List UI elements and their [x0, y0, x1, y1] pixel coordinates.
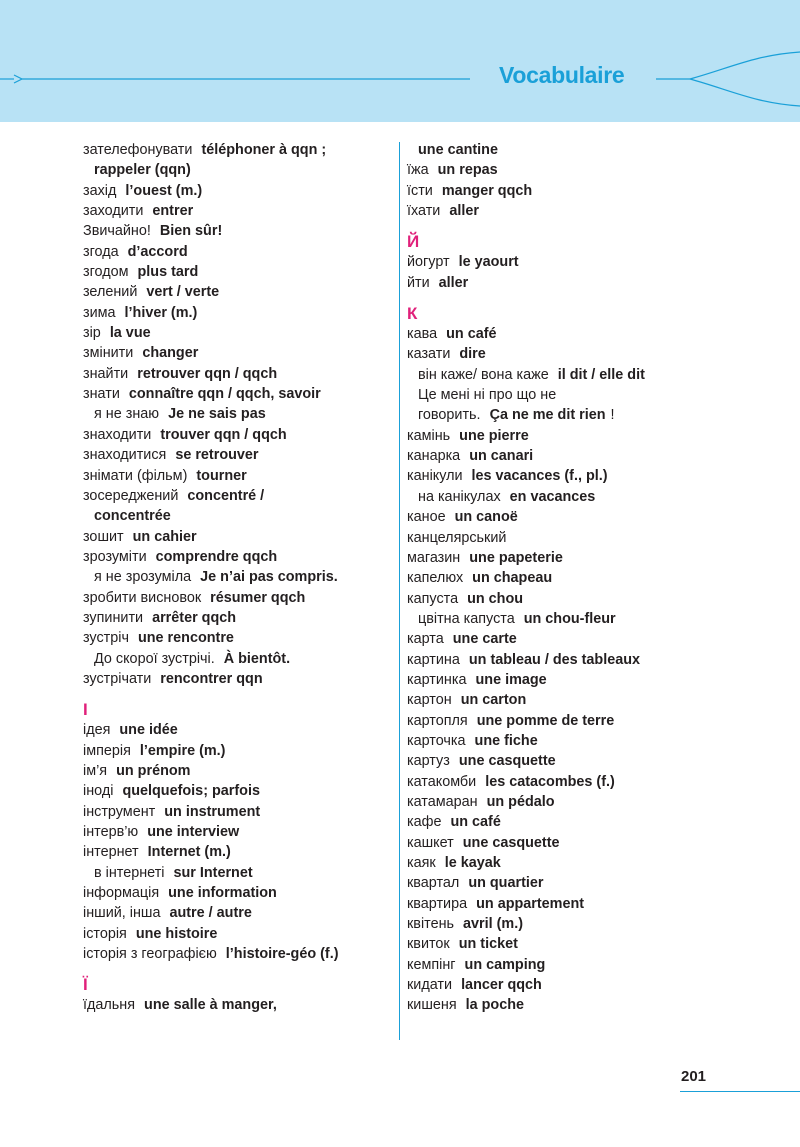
vocab-entry [407, 812, 797, 832]
french-translation: un pédalo [486, 793, 555, 810]
vocab-entry [83, 822, 388, 842]
french-translation: une salle à manger, [144, 997, 277, 1014]
french-translation: Bien sûr! [159, 223, 223, 240]
french-translation: l’empire (m.) [139, 742, 226, 759]
french-translation: téléphoner à qqn ; [201, 142, 327, 158]
french-translation: un café [446, 326, 497, 343]
vocab-entry [407, 528, 797, 548]
vocab-entry [83, 201, 388, 221]
vocab-entry [83, 863, 388, 883]
vocab-entry [83, 924, 388, 944]
ukrainian-term: канцелярський [407, 529, 507, 546]
french-translation: un cahier [132, 528, 197, 545]
vocab-entry [83, 649, 388, 669]
vocab-entry [407, 405, 797, 425]
vocab-entry [407, 466, 797, 486]
vocab-entry [407, 446, 797, 466]
french-translation: un quartier [468, 875, 544, 892]
vocab-entry [83, 741, 388, 761]
french-translation: un repas [437, 162, 498, 179]
french-translation: lancer qqch [461, 977, 542, 994]
french-translation: un carton [460, 692, 527, 709]
ukrainian-term: казати [407, 346, 451, 363]
french-translation: un tableau / des tableaux [468, 651, 641, 668]
vocab-entry [83, 527, 388, 547]
vocab-entry [83, 140, 388, 160]
ukrainian-term: кишеня [407, 997, 457, 1014]
vocab-entry [407, 160, 797, 180]
french-translation: arrêter qqch [152, 609, 237, 626]
ukrainian-term: камінь [407, 427, 451, 444]
vocab-entry [83, 323, 388, 343]
ukrainian-term: згодом [83, 264, 129, 281]
vocab-entry [407, 507, 797, 527]
french-translation: il dit / elle dit [557, 366, 645, 383]
ukrainian-term: катакомби [407, 773, 477, 790]
vocab-entry [83, 567, 388, 587]
vocab-entry [407, 650, 797, 670]
vocab-entry [407, 252, 797, 272]
vocab-entry [83, 608, 388, 628]
vocab-entry [407, 201, 797, 221]
french-translation: Internet (m.) [147, 844, 231, 861]
vocabulary-column-left [83, 140, 388, 1016]
vocab-entry [407, 548, 797, 568]
vocab-entry [407, 995, 797, 1015]
french-translation: résumer qqch [210, 589, 306, 606]
french-translation: une histoire [135, 925, 218, 942]
ukrainian-term: зрозуміти [83, 548, 147, 565]
column-divider [399, 142, 400, 1040]
vocab-entry [407, 629, 797, 649]
ukrainian-term: карта [407, 631, 444, 648]
french-translation: rappeler (qqn) [94, 162, 191, 179]
vocab-entry [407, 670, 797, 690]
vocab-entry [83, 720, 388, 740]
page-title: Vocabulaire [499, 62, 625, 88]
french-translation: le kayak [444, 855, 501, 871]
page-header [0, 0, 800, 122]
french-translation: un chapeau [472, 570, 553, 587]
section-letter: Й [407, 232, 420, 252]
french-translation: une fiche [474, 732, 538, 749]
vocab-entry [83, 486, 388, 506]
ukrainian-term: картинка [407, 671, 467, 688]
french-translation: À bientôt. [223, 650, 291, 667]
french-translation: un instrument [164, 803, 261, 820]
vocab-entry [83, 160, 388, 180]
ukrainian-term: в інтернеті [94, 864, 165, 881]
vocab-entry [407, 934, 797, 954]
vocab-entry [407, 609, 797, 629]
vocab-entry [407, 873, 797, 893]
french-translation: les vacances (f., pl.) [471, 468, 608, 485]
ukrainian-term: квітень [407, 916, 455, 933]
ukrainian-term: імперія [83, 742, 131, 759]
ukrainian-term: інструмент [83, 803, 156, 820]
ukrainian-term: інший, інша [83, 905, 161, 922]
vocab-entry [83, 903, 388, 923]
ukrainian-term: інтернет [83, 844, 139, 861]
vocab-entry [83, 404, 388, 424]
ukrainian-term: зима [83, 304, 116, 321]
french-translation: un chou [467, 590, 524, 607]
french-translation: concentré / [187, 487, 265, 504]
french-translation: une carte [452, 631, 517, 648]
ukrainian-term: каное [407, 509, 446, 526]
ukrainian-term: йогурт [407, 254, 450, 271]
french-translation: un ticket [458, 936, 518, 953]
french-translation: d’accord [127, 243, 188, 260]
vocab-entry [407, 731, 797, 751]
ukrainian-term: картина [407, 651, 460, 668]
ukrainian-term: квартал [407, 875, 460, 892]
vocab-entry [83, 466, 388, 486]
ukrainian-term: захід [83, 182, 117, 199]
french-translation: avril (m.) [463, 916, 523, 933]
ukrainian-term: я не знаю [94, 406, 160, 423]
french-translation: aller [438, 274, 469, 291]
header-decoration [0, 0, 800, 122]
vocab-entry [83, 425, 388, 445]
ukrainian-term: капуста [407, 590, 459, 607]
vocab-entry [83, 588, 388, 608]
french-translation: Je ne sais pas [168, 406, 266, 423]
vocab-entry [83, 761, 388, 781]
ukrainian-term: квартира [407, 895, 468, 912]
vocab-entry [407, 690, 797, 710]
ukrainian-term: кафе [407, 814, 442, 831]
french-translation: l’histoire-géo (f.) [225, 946, 339, 963]
french-translation: une casquette [462, 834, 560, 851]
vocab-entry [407, 324, 797, 344]
vocabulary-column-right [407, 140, 797, 1016]
french-translation: trouver qqn / qqch [160, 426, 287, 443]
french-translation: un prénom [116, 762, 191, 779]
ukrainian-term: картон [407, 692, 452, 709]
french-translation: une papeterie [469, 549, 563, 566]
vocab-entry [407, 568, 797, 588]
ukrainian-term: їжа [407, 162, 429, 179]
vocab-entry [407, 385, 797, 405]
ukrainian-term: каяк [407, 855, 436, 871]
ukrainian-term: зустріч [83, 630, 129, 647]
vocab-entry [83, 944, 388, 964]
ukrainian-term: канарка [407, 448, 461, 465]
vocab-entry [407, 365, 797, 385]
section-letter: К [407, 304, 418, 324]
ukrainian-term: історія [83, 925, 127, 942]
ukrainian-term: знайти [83, 365, 129, 382]
vocab-entry [83, 802, 388, 822]
french-translation: une pomme de terre [476, 712, 615, 729]
vocab-entry [83, 842, 388, 862]
vocab-entry [83, 364, 388, 384]
french-translation: une pierre [459, 427, 529, 444]
ukrainian-term: кава [407, 326, 438, 343]
vocab-entry [407, 975, 797, 995]
ukrainian-term: на канікулах [418, 488, 501, 505]
ukrainian-term: катамаран [407, 793, 478, 810]
vocab-entry [83, 995, 388, 1015]
french-translation: quelquefois; parfois [122, 783, 260, 800]
ukrainian-term: картуз [407, 753, 450, 770]
ukrainian-term: знаходити [83, 426, 152, 443]
vocab-entry [407, 792, 797, 812]
vocab-entry [83, 221, 388, 241]
ukrainian-term: квиток [407, 936, 450, 953]
ukrainian-term: згода [83, 243, 119, 260]
ukrainian-term: кемпінг [407, 956, 456, 973]
french-translation: une idée [119, 722, 178, 739]
ukrainian-term: інформація [83, 885, 160, 902]
ukrainian-term: цвітна капуста [418, 610, 515, 627]
ukrainian-term: карточка [407, 732, 466, 749]
ukrainian-term: заходити [83, 203, 144, 220]
ukrainian-term: зателефонувати [83, 142, 193, 158]
ukrainian-term: зробити висновок [83, 589, 202, 606]
french-translation: entrer [152, 203, 194, 220]
vocab-entry [83, 669, 388, 689]
vocab-entry [83, 262, 388, 282]
entry-tail: ! [610, 407, 615, 424]
vocab-entry [407, 344, 797, 364]
ukrainian-term: магазин [407, 549, 461, 566]
ukrainian-term: їдальня [83, 997, 136, 1014]
vocab-entry [407, 833, 797, 853]
vocab-entry [83, 781, 388, 801]
ukrainian-term: я не зрозуміла [94, 569, 192, 586]
ukrainian-term: зір [83, 325, 101, 342]
section-letter: Ї [83, 975, 88, 995]
french-translation: en vacances [509, 488, 596, 505]
vocab-entry [407, 853, 797, 873]
vocab-entry [83, 343, 388, 363]
french-translation: tourner [196, 467, 247, 484]
french-translation: un canari [469, 448, 534, 465]
ukrainian-term: знати [83, 386, 120, 403]
vocab-entry [83, 883, 388, 903]
vocab-entry [407, 955, 797, 975]
vocab-entry [407, 140, 797, 160]
ukrainian-term: Звичайно! [83, 223, 151, 240]
french-translation: l’hiver (m.) [124, 304, 198, 321]
french-translation: autre / autre [169, 905, 252, 922]
ukrainian-term: знаходитися [83, 447, 167, 464]
french-translation: une interview [147, 824, 240, 840]
vocab-entry [407, 751, 797, 771]
french-translation: une cantine [418, 142, 498, 158]
french-translation: une rencontre [137, 630, 234, 647]
vocab-entry [83, 547, 388, 567]
ukrainian-term: говорить. [418, 407, 481, 424]
french-translation: manger qqch [441, 182, 533, 199]
french-translation: un canoë [454, 509, 518, 526]
ukrainian-term: ідея [83, 722, 111, 739]
french-translation: Ça ne me dit rien [489, 407, 606, 424]
french-translation: un chou-fleur [523, 610, 616, 627]
ukrainian-term: зосереджений [83, 487, 179, 504]
vocab-entry [83, 303, 388, 323]
french-translation: la poche [465, 997, 525, 1014]
vocab-entry [83, 506, 388, 526]
french-translation: les catacombes (f.) [485, 773, 615, 790]
french-translation: une information [168, 885, 277, 902]
ukrainian-term: кашкет [407, 834, 454, 851]
french-translation: l’ouest (m.) [125, 182, 203, 199]
french-translation: sur Internet [173, 864, 253, 881]
french-translation: une casquette [458, 753, 556, 770]
ukrainian-term: зустрічати [83, 670, 152, 687]
french-translation: aller [449, 203, 479, 220]
french-translation: un appartement [476, 895, 585, 912]
vocab-entry [407, 181, 797, 201]
french-translation: comprendre qqch [155, 548, 278, 565]
vocab-entry [83, 242, 388, 262]
french-translation: connaître qqn / qqch, savoir [128, 386, 321, 403]
vocab-entry [83, 384, 388, 404]
french-translation: la vue [109, 325, 151, 342]
french-translation: concentrée [94, 508, 171, 525]
french-translation: retrouver qqn / qqch [137, 365, 278, 382]
vocab-entry [407, 894, 797, 914]
ukrainian-term: їсти [407, 182, 433, 199]
ukrainian-term: До скорої зустрічі. [94, 650, 215, 667]
section-letter: І [83, 700, 88, 720]
vocab-entry [83, 181, 388, 201]
vocab-entry [407, 711, 797, 731]
ukrainian-term: Це мені ні про що не [418, 387, 557, 404]
ukrainian-term: знімати (фільм) [83, 467, 188, 484]
french-translation: dire [459, 346, 486, 363]
vocab-entry [407, 914, 797, 934]
ukrainian-term: інтерв’ю [83, 824, 139, 840]
ukrainian-term: їхати [407, 203, 441, 220]
vocab-entry [83, 282, 388, 302]
ukrainian-term: іноді [83, 783, 114, 800]
ukrainian-term: капелюх [407, 570, 464, 587]
vocab-entry [407, 426, 797, 446]
french-translation: le yaourt [458, 254, 519, 271]
french-translation: changer [142, 345, 199, 362]
vocab-entry [83, 628, 388, 648]
french-translation: vert / verte [146, 284, 220, 301]
french-translation: un café [450, 814, 501, 831]
vocab-entry [83, 445, 388, 465]
ukrainian-term: кидати [407, 977, 453, 994]
vocab-entry [407, 772, 797, 792]
vocab-entry [407, 589, 797, 609]
french-translation: Je n’ai pas compris. [200, 569, 338, 586]
page-number-rule [680, 1091, 800, 1092]
ukrainian-term: ім’я [83, 762, 108, 779]
ukrainian-term: зупинити [83, 609, 144, 626]
vocab-entry [407, 273, 797, 293]
french-translation: un camping [464, 956, 546, 973]
ukrainian-term: зелений [83, 284, 138, 301]
ukrainian-term: історія з географією [83, 946, 217, 963]
french-translation: une image [475, 671, 547, 688]
ukrainian-term: канікули [407, 468, 463, 485]
french-translation: se retrouver [175, 447, 259, 464]
vocab-entry [407, 487, 797, 507]
ukrainian-term: він каже/ вона каже [418, 366, 549, 383]
ukrainian-term: змінити [83, 345, 134, 362]
ukrainian-term: йти [407, 274, 430, 291]
page-number: 201 [681, 1068, 707, 1085]
french-translation: plus tard [137, 264, 199, 281]
french-translation: rencontrer qqn [160, 670, 263, 687]
ukrainian-term: зошит [83, 528, 124, 545]
ukrainian-term: картопля [407, 712, 468, 729]
